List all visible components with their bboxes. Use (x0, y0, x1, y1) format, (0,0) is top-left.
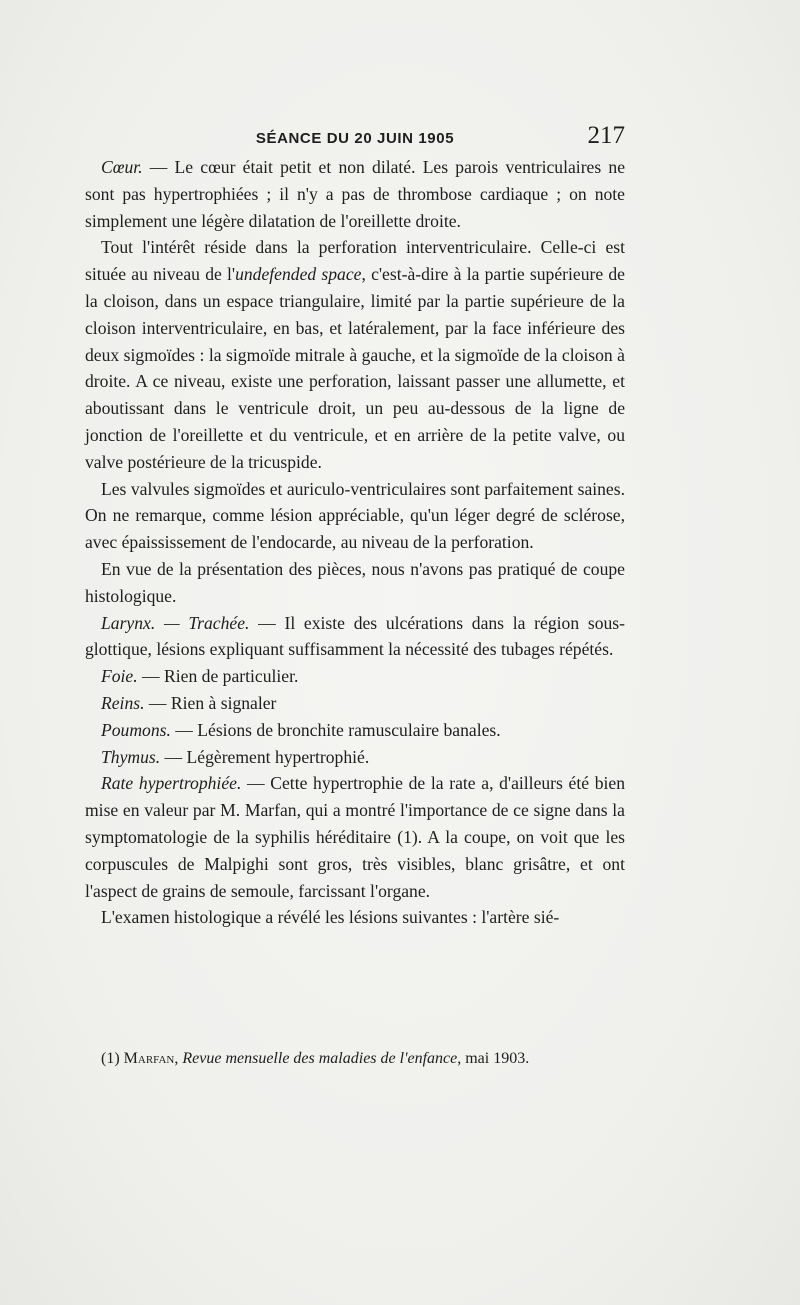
section-label: Poumons. (101, 719, 171, 740)
footnote-author: Marfan (123, 1050, 175, 1067)
paragraph-larynx (85, 610, 625, 664)
paragraph-text: — Rien de particulier. (137, 666, 299, 687)
page-number: 217 (587, 122, 625, 149)
paragraph-poumons (85, 717, 625, 744)
paragraph-text: — Cette hypertrophie de la rate a, d'ailleurs été bien mise en valeur par M. Marfan, qui a montré l'importance de ce signe dans la symptomatologie de la syphilis héréditaire (1). A la coupe, on voit que les corpuscules de Malpighi sont gros, très visibles, blanc grisâtre, et ont l'aspect de grains de semoule, farcissant l'organe. (85, 773, 625, 901)
section-label: Larynx. — Trachée. (101, 612, 250, 633)
paragraph-text: — Il existe des ulcérations dans la région sous-glottique, lésions expliquant suffisamment la nécessité des tubages répétés. (85, 612, 625, 660)
section-label: Rate hypertrophiée. (101, 773, 242, 794)
body-text (85, 154, 625, 931)
section-label: Foie. (101, 666, 138, 687)
paragraph-text: , c'est-à-dire à la partie supérieure de la cloison, dans un espace triangulaire, limité par la partie supérieure de la cloison interventriculaire, en bas, et latéralement, par la face inférieure des deux sigmoïdes : la sigmoïde mitrale à gauche, et la sigmoïde de la cloison à droite. A ce niveau, existe une perforation, laissant passer une allumette, et aboutissant dans le ventricule droit, un peu au-dessous de la ligne de jonction de l'oreillette et du ventricule, et en arrière de la petite valve, ou valve postérieure de la tricuspide. (85, 264, 625, 472)
running-head: SÉANCE DU 20 JUIN 1905 (255, 130, 455, 147)
paragraph-presentation (85, 556, 625, 610)
paragraph-text: Tout l'intérêt réside dans la perforation interventriculaire. Celle-ci est située au niveau de l' (85, 237, 625, 285)
paragraph-text: — Légèrement hypertrophié. (160, 746, 370, 767)
paragraph-valvules (85, 476, 625, 556)
paragraph-rate (85, 770, 625, 904)
paragraph-perforation (85, 234, 625, 475)
footnote-separator: , (174, 1050, 183, 1067)
paragraph-text: En vue de la présentation des pièces, nous n'avons pas pratiqué de coupe histologique. (85, 558, 625, 606)
paragraph-text: — Le cœur était petit et non dilaté. Les parois ventriculaires ne sont pas hypertrophiées ; il n'y a pas de thrombose cardiaque ; on note simplement une légère dilatation de l'oreillette droite. (85, 157, 625, 231)
section-label: Thymus. (101, 746, 161, 767)
paragraph-reins (85, 690, 625, 717)
paragraph-text: — Lésions de bronchite ramusculaire banales. (170, 719, 501, 740)
italic-term: undefended space (235, 264, 362, 285)
footnote (85, 1047, 625, 1071)
paragraph-coeur (85, 154, 625, 234)
section-label: Reins. (101, 692, 145, 713)
paragraph-text: — Rien à signaler (144, 692, 277, 713)
paragraph-text: L'examen histologique a révélé les lésions suivantes : l'artère sié- (101, 907, 560, 928)
section-label: Cœur. (101, 157, 143, 177)
footnote-title: Revue mensuelle des maladies de l'enfance (182, 1050, 458, 1067)
footnote-number: (1) (101, 1050, 120, 1067)
paragraph-thymus (85, 744, 625, 771)
page-header (85, 120, 625, 152)
footnote-date: , mai 1903. (457, 1050, 530, 1067)
paragraph-text: Les valvules sigmoïdes et auriculo-ventriculaires sont parfaitement saines. On ne remarque, comme lésion appréciable, qu'un léger degré de sclérose, avec épaississement de l'endocarde, au niveau de la perforation. (85, 478, 625, 553)
paragraph-foie (85, 663, 625, 690)
paragraph-examen (85, 904, 625, 931)
